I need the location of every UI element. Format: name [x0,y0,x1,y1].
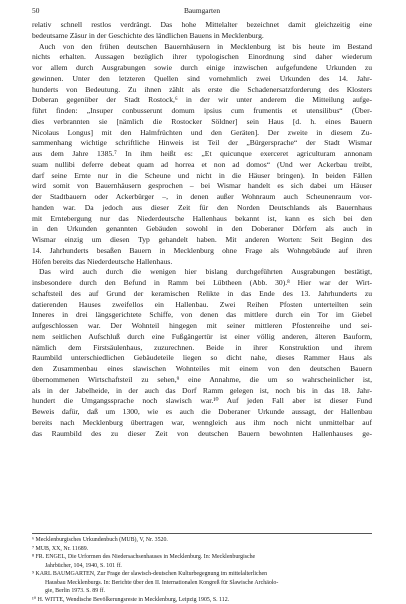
body-line: Höfen bereits das Niederdeutsche Hallenhaus. [32,257,372,268]
running-title: Baumgarten [32,6,372,15]
body-line: Raumbild unterschiedlichen Gebäudeteile liegen so dicht nahe, dieses Rammer Haus als [32,353,372,364]
body-line: suam nullibi deferre debeat quam ad horrea et non ad domos“ (Und wer Ackerbau treibt, [32,160,372,171]
footnote-line: ⁹ KARL BAUMGARTEN, Zur Frage der slawisch-deutschen Kulturbegegnung im mittelalterlichen [32,570,372,579]
body-line: den Zusammenbau eines slawischen Wohnteiles mit einem von den deutschen Bauern [32,364,372,375]
body-line: relativ schnell restlos verdrängt. Das hohe Mittelalter bezeichnet damit gleichzeitig eine [32,20,372,31]
body-line: aufgeschlossen war. Der Wohnteil hingegen mit seiner mittleren Pfostenreihe und sei- [32,321,372,332]
footnote-rule [32,533,372,534]
footnote-line: Hausbau Mecklenburgs. In: Berichte über den II. Internationalen Kongreß für Slawische Archäolo- [32,579,372,588]
body-line: aus dem Jahre 1385.⁷ In ihm heißt es: „Et quicunque exerceret agriculturam annonam [32,149,372,160]
body-line: datierenden Hauses zweifellos ein Hallenbau. Zwei Reihen Pfosten unterteilten sein [32,300,372,311]
body-text [32,20,372,439]
body-line: nämlich dem Firstsäulenhaus, zuzurechnen. Beide in ihrer Konstruktion und ihrem [32,343,372,354]
body-line: 14. Jahrhunderts besaßen Bauern in Mecklenburg ohne Frage als Wohngebäude auf ihren [32,246,372,257]
body-line: handen war. Da jedoch aus dieser Zeit für den Norden Deutschlands als Bauernhaus [32,203,372,214]
page-number: 50 [32,6,39,15]
body-line: vor allem durch Ausgrabungen sowie durch einige inzwischen aufgefundene Urkunden zu [32,63,372,74]
footnotes [32,536,372,604]
body-line: Das wird auch durch die wenigen hier bislang durchgeführten Ausgrabungen bestätigt, [32,267,372,278]
body-line: Wismar einzig um diesen Typ gehandelt haben. Mit anderen Worten: Seit Beginn des [32,235,372,246]
footnote-line: ⁶ Mecklenburgisches Urkundenbuch (MUB), V, Nr. 3520. [32,536,372,545]
body-line: dies verbrannten sie [nämlich die Rostocker Söldner] sein Haus [d. h. eines Bauern [32,117,372,128]
body-line: bereits nach Mecklenburg übertragen war, wenngleich aus ihm noch nicht unmittelbar auf [32,418,372,429]
body-line: gewinnen. Unter den letzteren Quellen sind vornehmlich zwei Urkunden des 14. Jahr- [32,74,372,85]
body-line: der Stadtbauern oder Ackerbürger –, in denen außer Wohnraum auch Scheunenraum vor- [32,192,372,203]
footnote-line: ¹⁰ H. WITTE, Wendische Bevölkerungsreste in Mecklenburg, Leipzig 1905, S. 112. [32,596,372,604]
body-line: Inneres in drei längsgerichtete Schiffe, von denen das mittlere durch ein Tor im Giebel [32,310,372,321]
body-line: das Raumbild des zu dieser Zeit von deutschen Bauern bewohnten Hallenhauses ge- [32,429,372,440]
body-line: Nicolaus Longus] mit den Halmfrüchten und den Geräten]. Der zweite in diesem Zu- [32,128,372,139]
body-line: in den Urkunden genannten Gebäuden sowohl in den Doberaner Dörfern als auch in [32,224,372,235]
body-line: Beweis dafür, daß um 1300, wie es auch die Doberaner Urkunde aussagt, der Hallenbau [32,407,372,418]
body-line: Auch von den frühen deutschen Bauernhäusern in Mecklenburg ist bis heute im Bestand [32,42,372,53]
body-line: darf seine Ernte nur in die Scheune und nicht in die Häuser bringen). In beiden Fällen [32,171,372,182]
body-line: nem seitlichen Aufschluß durch eine Fußgängertür ist einer völlig anderen, älteren Bauform, [32,332,372,343]
body-line: Doberan gegenüber der Stadt Rostock,⁶ in der wir unter anderem die Mitteilung aufge- [32,95,372,106]
body-line: insbesondere durch den Befund in Ramm bei Lübtheen (Abb. 30).⁸ Hier war der Wirt- [32,278,372,289]
body-line: führt finden: „Insuper conbusserunt domum ipsius cum frumentis et utensilibus“ (Über- [32,106,372,117]
footnote-line: gie, Berlin 1973. S. 89 ff. [32,587,372,596]
body-line: mit Erntebergung nur das Niederdeutsche Hallenhaus bekannt ist, kann es sich bei den [32,214,372,225]
body-line: hundert die Umgangssprache noch slawisch war.¹⁰ Auf jeden Fall aber ist dieser Fund [32,396,372,407]
footnote-line: Jahrbücher, 104, 1940, S. 101 ff. [32,562,372,571]
footnote-line: ⁷ MUB, XX, Nr. 11689. [32,545,372,554]
body-line: wird somit von Bauernhäusern gesprochen – bei Wismar handelt es sich dabei um Häuser [32,181,372,192]
body-line: sammenhang wichtige schriftliche Hinweis ist Teil der „Bürgersprache“ der Stadt Wismar [32,138,372,149]
body-line: als in der Jabelheide, in der auch das Dorf Ramm gelegen ist, noch bis in das 18. Jahr- [32,386,372,397]
page-header [32,6,372,16]
body-line: hunderts von Bedeutung. Zu ihnen zählt als erste die Schadenersatzforderung des Klosters [32,85,372,96]
body-line: nichts erhalten. Aussagen bezüglich ihrer typologischen Einordnung sind daher wiederum [32,52,372,63]
footnote-line: ⁸ FR. ENGEL, Die Urformen des Niedersachsenhauses in Mecklenburg. In: Mecklenburgische [32,553,372,562]
body-line: bedeutsame Zäsur in der Geschichte des ländlichen Bauens in Mecklenburg. [32,31,372,42]
body-line: schaftsteil des auf Grund der keramischen Relikte in das Ende des 13. Jahrhunderts zu [32,289,372,300]
body-line: übernommenen Wirtschaftsteil zu sehen,⁹ eine Annahme, die um so wahrscheinlicher ist, [32,375,372,386]
